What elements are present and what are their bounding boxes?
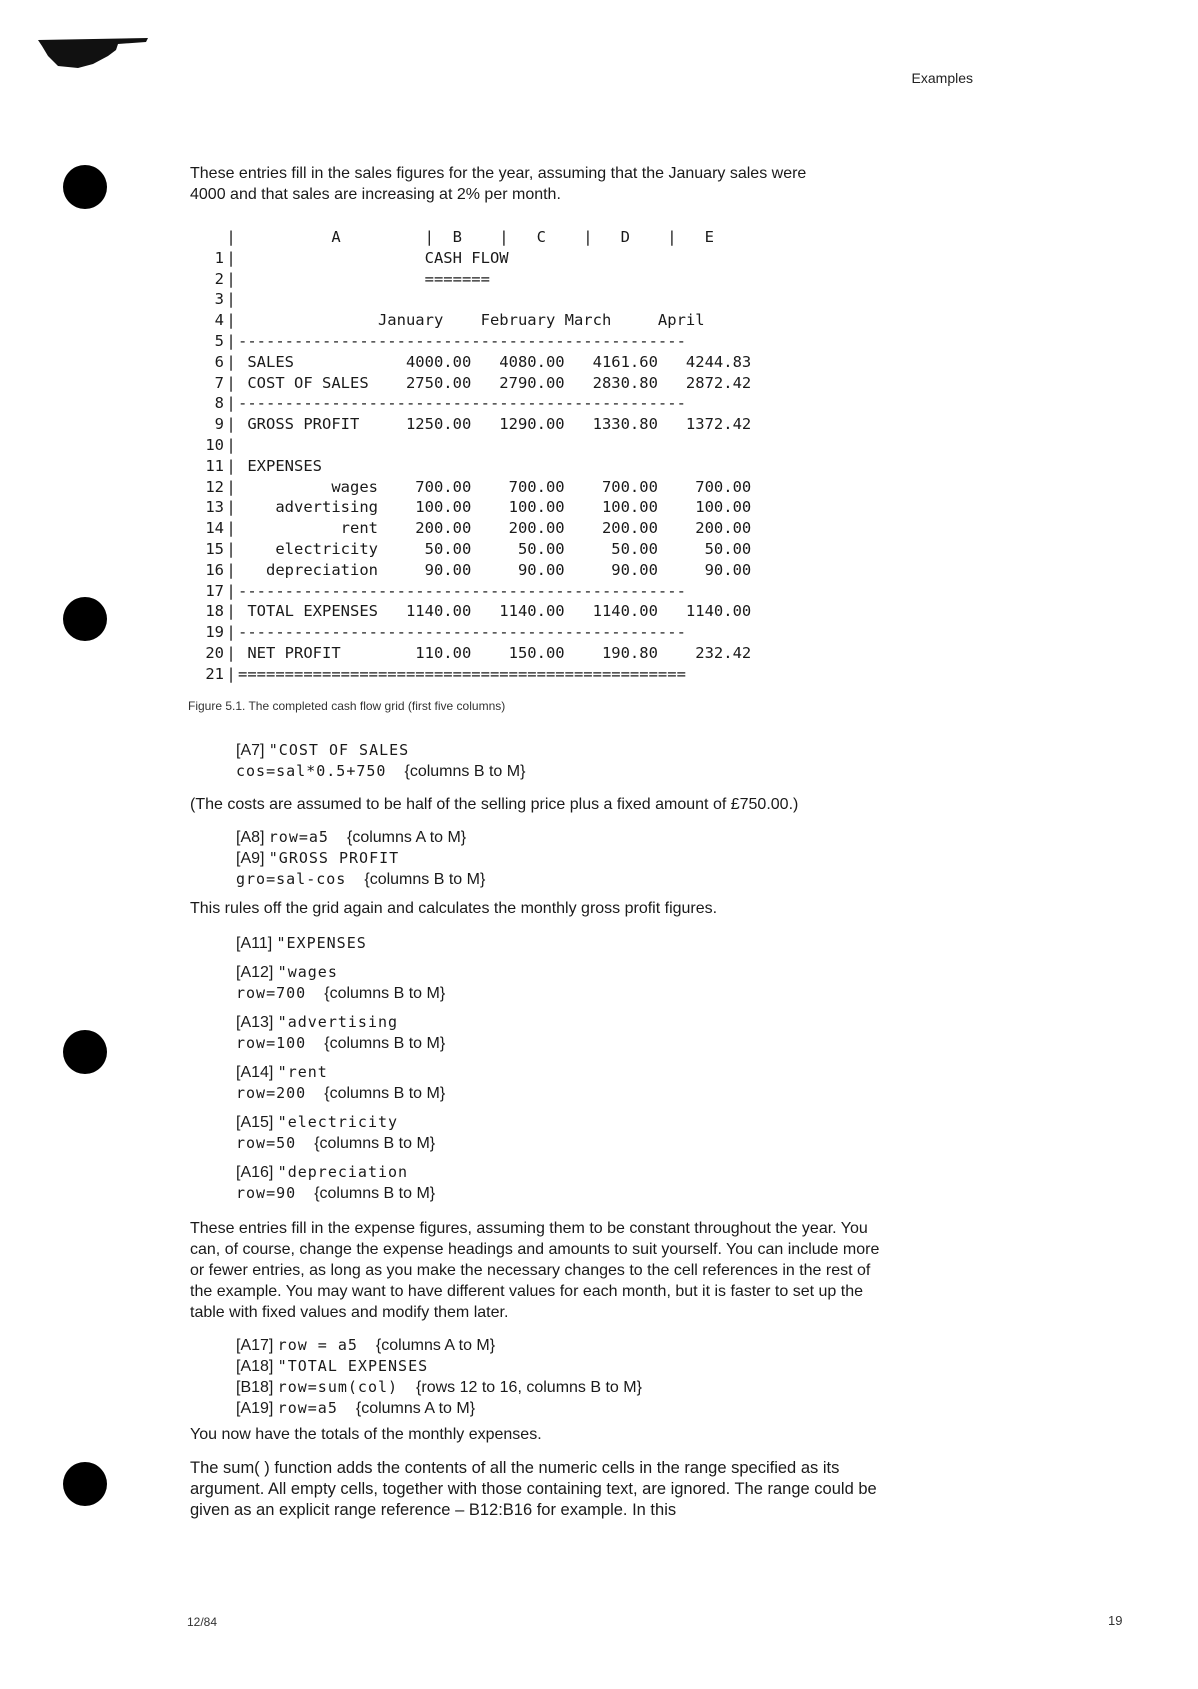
grid-row-divider: | [226,290,236,309]
grid-row [200,373,900,394]
punch-hole-3 [63,1030,107,1074]
figure-caption: Figure 5.1. The completed cash flow grid (first five columns) [188,699,506,713]
grid-row [200,601,900,622]
grid-row-number: 8 [214,394,224,413]
grid-row-number: 9 [214,415,224,434]
grid-row [200,310,900,331]
paragraph-totals: You now have the totals of the monthly expenses. [190,1426,542,1443]
grid-row-number: 13 [205,498,224,517]
grid-row [200,518,900,539]
grid-row [200,581,900,602]
grid-row-content: NET PROFIT 110.00 150.00 190.80 232.42 [238,643,752,662]
grid-row-divider: | [226,435,236,454]
grid-row [200,539,900,560]
grid-row-content: SALES 4000.00 4080.00 4161.60 4244.83 [238,352,752,371]
grid-row [200,497,900,518]
grid-row-content: EXPENSES [238,456,378,475]
grid-row [200,477,900,498]
code-block-4: [A17] row = a5 {columns A to M} [A18] "TOTAL EXPENSES [B18] row=sum(col) {rows 12 to 16, columns B to M} [A19] row=a5 {columns A to M} [236,1336,642,1417]
code-block-1 [236,740,525,782]
grid-row-content: COST OF SALES 2750.00 2790.00 2830.80 2872.42 [238,373,752,392]
code-block-2: [A8] row=a5 {columns A to M} [A9] "GROSS PROFIT gro=sal-cos {columns B to M} [236,828,486,888]
paragraph-expenses: These entries fill in the expense figures, assuming them to be constant throughout the year. You can, of course, change the expense headings and amounts to suit yourself. You can include more or fewer entries, as long as you make the necessary changes to the cell references in the rest of the example. You may want to have different values for each month, but it is faster to set up the table with fixed values and modify them later. [190,1220,880,1321]
grid-row-divider: | [226,228,236,246]
grid-row [200,227,900,248]
paragraph-sum-function: The sum( ) function adds the contents of all the numeric cells in the range specified as its argument. All empty cells, together with those containing text, are ignored. The range could be given as an explicit range reference – B12:B16 for example. In this [190,1459,877,1519]
grid-row [200,643,900,664]
grid-row-content: A | B | C | D | E [238,228,714,246]
grid-row [200,435,900,456]
grid-row [200,560,900,581]
grid-row-divider: | [226,269,236,288]
intro-line-2: 4000 and that sales are increasing at 2% per month. [190,186,561,203]
grid-row-divider: | [226,477,236,496]
grid-row-number: 18 [205,602,224,621]
punch-hole-1 [63,165,107,209]
punch-hole-2 [63,597,107,641]
grid-row [200,269,900,290]
grid-row [200,664,900,685]
grid-row-number: 10 [205,435,224,454]
page-header: Examples [911,70,973,86]
grid-row-divider: | [226,352,236,371]
grid-row [200,289,900,310]
grid-row [200,352,900,373]
grid-row-divider: | [226,602,236,621]
grid-row-divider: | [226,456,236,475]
code-line: [A7] "COST OF SALES [236,741,410,759]
grid-row-number: 5 [214,331,224,350]
grid-row-number: 20 [205,643,224,662]
grid-row-content: ======= [238,269,490,288]
grid-row [200,622,900,643]
intro-line-1: These entries fill in the sales figures for the year, assuming that the January sales were [190,165,807,182]
grid-row-content: CASH FLOW [238,248,509,267]
grid-row-divider: | [226,581,236,600]
grid-row-number: 14 [205,519,224,538]
grid-row-content: GROSS PROFIT 1250.00 1290.00 1330.80 1372.42 [238,415,752,434]
grid-row-content: TOTAL EXPENSES 1140.00 1140.00 1140.00 1140.00 [238,602,752,621]
grid-row-content: advertising 100.00 100.00 100.00 100.00 [238,498,752,517]
grid-row-divider: | [226,498,236,517]
paragraph-costs: (The costs are assumed to be half of the selling price plus a fixed amount of £750.00.) [190,796,799,813]
grid-row-number [200,227,224,248]
paragraph-gross-profit: This rules off the grid again and calculates the monthly gross profit figures. [190,900,718,917]
grid-row-divider: | [226,373,236,392]
grid-row-number: 19 [205,623,224,642]
grid-row-divider: | [226,519,236,538]
grid-row-content: depreciation 90.00 90.00 90.00 90.00 [238,560,752,579]
grid-row-divider: | [226,311,236,330]
grid-row-content: ================================================ [238,664,686,683]
grid-row [200,456,900,477]
page-number: 19 [1108,1613,1123,1628]
grid-row-divider: | [226,643,236,662]
grid-row-number: 17 [205,581,224,600]
grid-row-number: 7 [214,373,224,392]
grid-row-divider: | [226,539,236,558]
grid-row-number: 3 [214,290,224,309]
grid-row-content: electricity 50.00 50.00 50.00 50.00 [238,539,752,558]
grid-row [200,248,900,269]
grid-row-number: 6 [214,352,224,371]
grid-row-number: 21 [205,664,224,683]
grid-row-content: rent 200.00 200.00 200.00 200.00 [238,519,752,538]
grid-row-number: 1 [214,248,224,267]
grid-row-divider: | [226,394,236,413]
grid-row-divider: | [226,331,236,350]
grid-row-number: 16 [205,560,224,579]
grid-row-number: 2 [214,269,224,288]
grid-row-content: ------------------------------------------------ [238,623,686,642]
grid-row-content: ------------------------------------------------ [238,581,686,600]
code-block-3: [A11] "EXPENSES [A12] "wages row=700 {columns B to M} [A13] "advertising row=100 {columns B to M} [A14] "rent row=200 {columns B to M} [A15] "electricity row=50 {columns B to M} [A16] "depreciation row=90 {columns B to M} [236,934,446,1202]
grid-row-divider: | [226,560,236,579]
cash-flow-grid [200,227,900,685]
grid-row-divider: | [226,415,236,434]
grid-row [200,414,900,435]
code-line: cos=sal*0.5+750 {columns B to M} [236,762,526,780]
grid-row-number: 11 [205,456,224,475]
grid-row-number: 4 [214,311,224,330]
grid-row-number: 12 [205,477,224,496]
punch-hole-4 [63,1462,107,1506]
grid-row-number: 15 [205,539,224,558]
grid-row-divider: | [226,248,236,267]
grid-row [200,393,900,414]
grid-row-content: ------------------------------------------------ [238,331,686,350]
grid-row-content: ------------------------------------------------ [238,394,686,413]
grid-row-divider: | [226,664,236,683]
corner-smudge [38,38,158,72]
grid-row-content: January February March April [238,311,705,330]
grid-row-content: wages 700.00 700.00 700.00 700.00 [238,477,752,496]
footer-date: 12/84 [187,1615,218,1629]
grid-row-divider: | [226,623,236,642]
grid-row [200,331,900,352]
